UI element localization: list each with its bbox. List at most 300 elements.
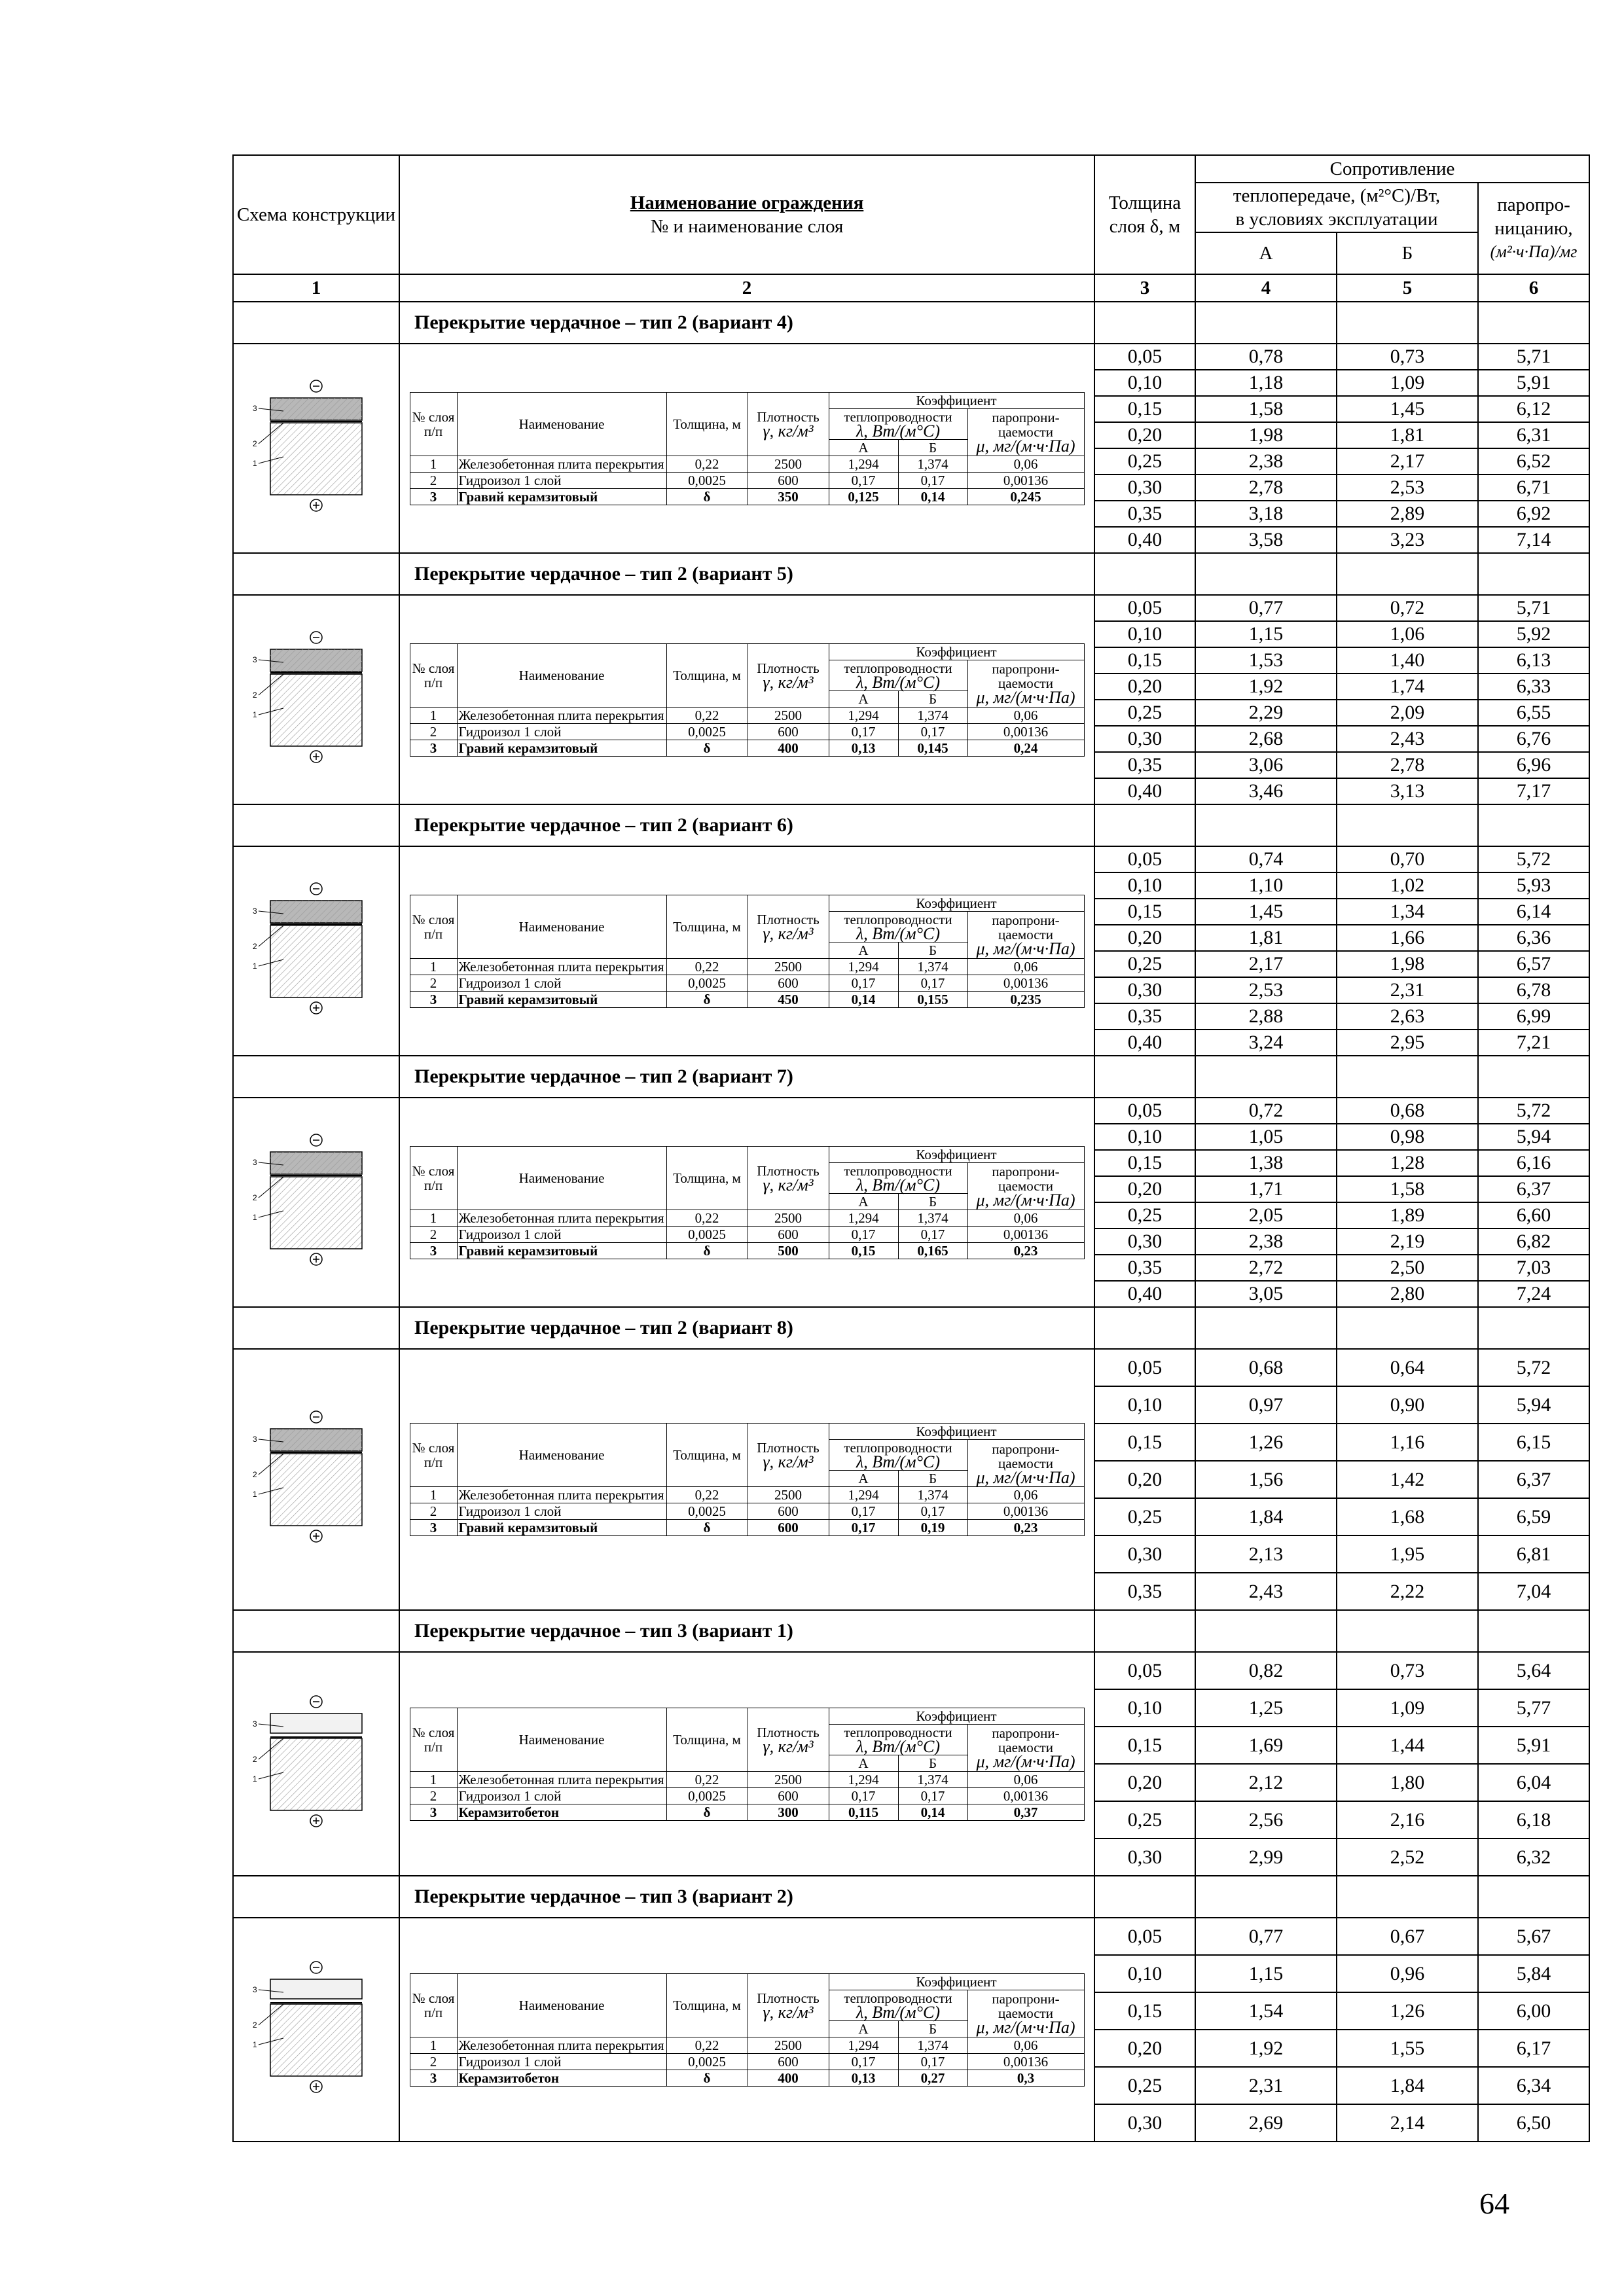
vapor-value: 6,14 [1478, 899, 1589, 925]
heat-value: 2,43 [1337, 726, 1478, 752]
lambda-a-header: А [829, 942, 898, 958]
layer-cell: 0,23 [967, 1520, 1084, 1536]
heat-value: 2,31 [1195, 2067, 1337, 2104]
thickness-value: 0,15 [1094, 647, 1195, 673]
layer-name-header: Наименование [457, 1708, 666, 1771]
layer-row [410, 1487, 1084, 1503]
layer-row [410, 2070, 1084, 2086]
construction-schema-drawing [251, 372, 382, 522]
layer-cell: 0,06 [967, 456, 1084, 472]
thickness-value: 0,20 [1094, 1764, 1195, 1801]
heat-value: 3,06 [1195, 752, 1337, 778]
vapor-value: 7,21 [1478, 1030, 1589, 1056]
layer-row [410, 1226, 1084, 1242]
heat-value: 0,73 [1337, 344, 1478, 370]
vapor-value: 6,71 [1478, 475, 1589, 501]
layer-cell: 2 [410, 1787, 457, 1804]
thickness-value: 0,05 [1094, 846, 1195, 872]
layer-cell: 600 [748, 1520, 829, 1536]
layer-cell: Железобетонная плита перекрытия [457, 456, 666, 472]
thickness-value: 0,05 [1094, 344, 1195, 370]
layer-name-header: Наименование [457, 643, 666, 707]
vapor-value: 5,67 [1478, 1918, 1589, 1955]
layer-no-header: № слоя п/п [410, 895, 457, 958]
layer-row [410, 958, 1084, 975]
layer-cell: 0,0025 [666, 723, 748, 740]
layer-cell: 1 [410, 456, 457, 472]
heat-value: 0,74 [1195, 846, 1337, 872]
layer-cell: Железобетонная плита перекрытия [457, 707, 666, 723]
empty-cell [1094, 1307, 1195, 1349]
layer-cell: 3 [410, 1520, 457, 1536]
document-page [232, 154, 1589, 2142]
layer-cell: 0,22 [666, 958, 748, 975]
layer-density-header [748, 1424, 829, 1487]
layer-thick-header: Толщина, м [666, 895, 748, 958]
mu-label: паропрони-цаемости [992, 661, 1060, 691]
svg-text:3: 3 [253, 1984, 257, 1994]
layer-cell: 0,22 [666, 1771, 748, 1787]
lambda-a-header: А [829, 1755, 898, 1771]
layer-cell: 0,115 [829, 1804, 898, 1820]
svg-text:1: 1 [253, 458, 257, 468]
layer-name-header: Наименование [457, 1424, 666, 1487]
mu-label: паропрони-цаемости [992, 1164, 1060, 1194]
layer-cell: 0,00136 [967, 2053, 1084, 2070]
heat-value: 0,77 [1195, 595, 1337, 621]
layer-cell: 1,374 [898, 2037, 967, 2053]
layer-row [410, 1210, 1084, 1226]
vapor-value: 5,72 [1478, 1349, 1589, 1386]
mu-header [967, 1724, 1084, 1771]
lambda-unit: λ, Вт/(м°С) [856, 672, 941, 692]
heat-value: 0,98 [1337, 1124, 1478, 1150]
value-row [233, 1349, 1589, 1386]
density-unit: γ, кг/м³ [763, 1175, 814, 1194]
layer-cell: 0,17 [829, 1226, 898, 1242]
layer-cell: 0,17 [829, 1787, 898, 1804]
vapor-value: 5,94 [1478, 1124, 1589, 1150]
svg-text:1: 1 [253, 2039, 257, 2049]
heat-value: 2,19 [1337, 1229, 1478, 1255]
empty-cell [1195, 1876, 1337, 1918]
vapor-value: 6,55 [1478, 700, 1589, 726]
heat-value: 1,06 [1337, 621, 1478, 647]
layer-cell: 0,37 [967, 1804, 1084, 1820]
schema-empty-cell [233, 1610, 399, 1652]
vapor-value: 6,60 [1478, 1202, 1589, 1229]
lambda-label: теплопроводности [844, 1724, 952, 1740]
layer-cell: 1 [410, 1487, 457, 1503]
layer-thick-header: Толщина, м [666, 1973, 748, 2037]
layer-cell: 3 [410, 2070, 457, 2086]
svg-text:2: 2 [253, 1193, 257, 1202]
density-unit: γ, кг/м³ [763, 1452, 814, 1471]
layer-name-header: Наименование [457, 392, 666, 456]
lambda-b-header: Б [898, 691, 967, 707]
layer-cell: Гравий керамзитовый [457, 1242, 666, 1259]
svg-text:1: 1 [253, 1490, 257, 1499]
vapor-value: 6,82 [1478, 1229, 1589, 1255]
layer-cell: 0,0025 [666, 975, 748, 991]
construction-schema-drawing [251, 874, 382, 1025]
empty-cell [1094, 804, 1195, 846]
thickness-value: 0,15 [1094, 1992, 1195, 2030]
layer-cell: δ [666, 488, 748, 505]
heat-value: 1,81 [1195, 925, 1337, 951]
coef-header: Коэффициент [829, 895, 1084, 911]
vapor-value: 5,84 [1478, 1955, 1589, 1992]
layer-cell: 1,294 [829, 1210, 898, 1226]
lambda-header [829, 911, 967, 942]
empty-cell [1094, 302, 1195, 344]
layer-row [410, 1520, 1084, 1536]
layer-cell: 0,13 [829, 740, 898, 756]
heat-value: 1,56 [1195, 1461, 1337, 1498]
heat-value: 1,25 [1195, 1689, 1337, 1727]
heat-value: 2,29 [1195, 700, 1337, 726]
schema-cell [233, 344, 399, 553]
layer-cell: 2 [410, 1503, 457, 1520]
layer-cell: 1,374 [898, 1487, 967, 1503]
vapor-value: 6,17 [1478, 2030, 1589, 2067]
header-thickness: Толщина слоя δ, м [1094, 155, 1195, 274]
layer-density-header [748, 1146, 829, 1210]
heat-value: 1,53 [1195, 647, 1337, 673]
coef-header: Коэффициент [829, 1424, 1084, 1440]
svg-text:1: 1 [253, 961, 257, 971]
vapor-value: 6,36 [1478, 925, 1589, 951]
vapor-value: 6,76 [1478, 726, 1589, 752]
layer-cell: 350 [748, 488, 829, 505]
vapor-value: 6,37 [1478, 1176, 1589, 1202]
vapor-value: 5,64 [1478, 1652, 1589, 1689]
layer-cell: 3 [410, 1242, 457, 1259]
layer-cell: Гравий керамзитовый [457, 991, 666, 1007]
layer-cell: 300 [748, 1804, 829, 1820]
header-name [399, 155, 1094, 274]
thickness-value: 0,10 [1094, 1386, 1195, 1424]
heat-value: 2,53 [1195, 977, 1337, 1003]
layer-cell: Гидроизол 1 слой [457, 975, 666, 991]
lambda-header [829, 1724, 967, 1755]
layer-cell: 0,125 [829, 488, 898, 505]
heat-value: 1,80 [1337, 1764, 1478, 1801]
layers-cell [399, 1918, 1094, 2142]
heat-value: 1,55 [1337, 2030, 1478, 2067]
column-number-row [233, 274, 1589, 302]
layer-cell: 2 [410, 975, 457, 991]
layer-cell: 0,22 [666, 2037, 748, 2053]
lambda-b-header: Б [898, 439, 967, 456]
layer-cell: 0,14 [829, 991, 898, 1007]
density-unit: γ, кг/м³ [763, 1736, 814, 1756]
layer-cell: 1 [410, 1210, 457, 1226]
layer-cell: 2500 [748, 1487, 829, 1503]
lambda-header [829, 1990, 967, 2020]
vapor-value: 6,57 [1478, 951, 1589, 977]
layer-name-header: Наименование [457, 1146, 666, 1210]
lambda-unit: λ, Вт/(м°С) [856, 1452, 941, 1471]
heat-value: 1,71 [1195, 1176, 1337, 1202]
empty-cell [1195, 1610, 1337, 1652]
header-heat [1195, 183, 1478, 232]
layer-density-header [748, 1973, 829, 2037]
layer-cell: 0,06 [967, 1210, 1084, 1226]
layer-thick-header: Толщина, м [666, 1708, 748, 1771]
empty-cell [1337, 1876, 1478, 1918]
layer-cell: 0,165 [898, 1242, 967, 1259]
mu-unit: μ, мг/(м·ч·Па) [976, 1191, 1075, 1210]
thickness-value: 0,15 [1094, 1727, 1195, 1764]
lambda-header [829, 408, 967, 439]
thickness-value: 0,25 [1094, 700, 1195, 726]
vapor-value: 6,04 [1478, 1764, 1589, 1801]
heat-value: 2,53 [1337, 475, 1478, 501]
density-label: Плотность [757, 1440, 820, 1456]
empty-cell [1195, 804, 1337, 846]
section-title: Перекрытие чердачное – тип 2 (вариант 8) [399, 1307, 1094, 1349]
thickness-value: 0,05 [1094, 1652, 1195, 1689]
heat-value: 1,09 [1337, 370, 1478, 396]
layer-cell: 400 [748, 740, 829, 756]
heat-value: 0,68 [1337, 1098, 1478, 1124]
layer-cell: 1,294 [829, 1487, 898, 1503]
lambda-label: теплопроводности [844, 1440, 952, 1456]
mu-label: паропрони-цаемости [992, 1725, 1060, 1755]
layer-no-header: № слоя п/п [410, 392, 457, 456]
layer-cell: 0,14 [898, 488, 967, 505]
layer-cell: 0,17 [829, 975, 898, 991]
svg-text:2: 2 [253, 1754, 257, 1764]
layer-cell: 0,17 [898, 472, 967, 488]
lambda-a-header: А [829, 1193, 898, 1210]
layer-cell: 3 [410, 488, 457, 505]
layer-cell: 0,3 [967, 2070, 1084, 2086]
layer-cell: 2 [410, 1226, 457, 1242]
layer-cell: 1,374 [898, 1210, 967, 1226]
thickness-value: 0,35 [1094, 1255, 1195, 1281]
layer-cell: 2 [410, 723, 457, 740]
value-row [233, 1652, 1589, 1689]
layer-cell: Гравий керамзитовый [457, 740, 666, 756]
schema-empty-cell [233, 804, 399, 846]
layers-table [410, 392, 1085, 505]
layer-cell: Гидроизол 1 слой [457, 1226, 666, 1242]
schema-cell [233, 1652, 399, 1876]
thickness-value: 0,40 [1094, 527, 1195, 553]
schema-empty-cell [233, 302, 399, 344]
heat-value: 1,98 [1195, 422, 1337, 448]
svg-text:2: 2 [253, 690, 257, 700]
layer-cell: δ [666, 1520, 748, 1536]
layer-thick-header: Толщина, м [666, 1146, 748, 1210]
mu-header [967, 1990, 1084, 2037]
layer-cell: 1 [410, 958, 457, 975]
column-number: 2 [399, 274, 1094, 302]
layer-cell: 0,17 [829, 723, 898, 740]
density-unit: γ, кг/м³ [763, 421, 814, 440]
thickness-value: 0,20 [1094, 1176, 1195, 1202]
heat-value: 2,31 [1337, 977, 1478, 1003]
vapor-value: 6,92 [1478, 501, 1589, 527]
layer-cell: Керамзитобетон [457, 1804, 666, 1820]
thickness-value: 0,35 [1094, 501, 1195, 527]
svg-text:3: 3 [253, 403, 257, 413]
density-unit: γ, кг/м³ [763, 672, 814, 692]
heat-value: 2,78 [1195, 475, 1337, 501]
svg-text:2: 2 [253, 1470, 257, 1479]
layers-table [410, 1423, 1085, 1536]
schema-cell [233, 1349, 399, 1610]
heat-value: 1,10 [1195, 872, 1337, 899]
layer-density-header [748, 643, 829, 707]
layer-cell: 0,00136 [967, 723, 1084, 740]
empty-cell [1478, 553, 1589, 595]
vapor-value: 5,91 [1478, 1727, 1589, 1764]
layer-cell: Гидроизол 1 слой [457, 2053, 666, 2070]
layer-cell: 0,17 [898, 1787, 967, 1804]
layer-cell: 2500 [748, 456, 829, 472]
thickness-value: 0,35 [1094, 1573, 1195, 1610]
svg-text:3: 3 [253, 1719, 257, 1729]
layer-cell: 2500 [748, 2037, 829, 2053]
layer-row [410, 1804, 1084, 1820]
layer-cell: 0,19 [898, 1520, 967, 1536]
empty-cell [1337, 1056, 1478, 1098]
density-label: Плотность [757, 911, 820, 927]
layer-cell: 2500 [748, 958, 829, 975]
coef-header: Коэффициент [829, 1973, 1084, 1990]
layer-cell: 0,0025 [666, 472, 748, 488]
heat-value: 1,28 [1337, 1150, 1478, 1176]
layer-cell: Гидроизол 1 слой [457, 1787, 666, 1804]
layer-cell: 450 [748, 991, 829, 1007]
layer-cell: 400 [748, 2070, 829, 2086]
empty-cell [1337, 302, 1478, 344]
mu-label: паропрони-цаемости [992, 1991, 1060, 2021]
svg-text:2: 2 [253, 2020, 257, 2030]
vapor-value: 6,12 [1478, 396, 1589, 422]
coef-header: Коэффициент [829, 1708, 1084, 1724]
mu-label: паропрони-цаемости [992, 912, 1060, 942]
heat-value: 2,50 [1337, 1255, 1478, 1281]
layer-cell: 1,374 [898, 958, 967, 975]
section-title-row [233, 553, 1589, 595]
layer-no-header: № слоя п/п [410, 1973, 457, 2037]
thickness-value: 0,25 [1094, 1801, 1195, 1839]
empty-cell [1337, 553, 1478, 595]
heat-value: 0,82 [1195, 1652, 1337, 1689]
vapor-value: 6,78 [1478, 977, 1589, 1003]
vapor-value: 6,96 [1478, 752, 1589, 778]
layer-cell: 2500 [748, 1771, 829, 1787]
lambda-label: теплопроводности [844, 1990, 952, 2006]
heat-value: 1,45 [1195, 899, 1337, 925]
lambda-label: теплопроводности [844, 408, 952, 425]
coef-header: Коэффициент [829, 392, 1084, 408]
layer-cell: 0,06 [967, 2037, 1084, 2053]
vapor-value: 6,33 [1478, 673, 1589, 700]
heat-value: 2,16 [1337, 1801, 1478, 1839]
heat-value: 0,68 [1195, 1349, 1337, 1386]
layer-cell: 1,294 [829, 707, 898, 723]
layer-row [410, 975, 1084, 991]
heat-value: 2,43 [1195, 1573, 1337, 1610]
thickness-value: 0,10 [1094, 1955, 1195, 1992]
layer-cell: 0,17 [898, 975, 967, 991]
svg-text:3: 3 [253, 1157, 257, 1167]
layers-cell [399, 1652, 1094, 1876]
empty-cell [1337, 804, 1478, 846]
schema-empty-cell [233, 1056, 399, 1098]
density-label: Плотность [757, 1162, 820, 1179]
thickness-value: 0,40 [1094, 778, 1195, 804]
thickness-value: 0,15 [1094, 396, 1195, 422]
layer-cell: 2 [410, 472, 457, 488]
section-title-row [233, 1876, 1589, 1918]
header-resistance: Сопротивление [1195, 155, 1589, 183]
vapor-value: 5,72 [1478, 1098, 1589, 1124]
layer-cell: 0,00136 [967, 472, 1084, 488]
thickness-value: 0,30 [1094, 475, 1195, 501]
heat-value: 3,05 [1195, 1281, 1337, 1307]
layers-table [410, 643, 1085, 757]
heat-value: 1,81 [1337, 422, 1478, 448]
mu-unit: μ, мг/(м·ч·Па) [976, 1752, 1075, 1771]
layer-cell: 0,22 [666, 707, 748, 723]
heat-value: 1,45 [1337, 396, 1478, 422]
vapor-value: 7,03 [1478, 1255, 1589, 1281]
layer-cell: 600 [748, 472, 829, 488]
section-title: Перекрытие чердачное – тип 2 (вариант 5) [399, 553, 1094, 595]
header-name-sub: № и наименование слоя [650, 216, 844, 237]
thickness-value: 0,20 [1094, 422, 1195, 448]
schema-empty-cell [233, 1876, 399, 1918]
layer-cell: Железобетонная плита перекрытия [457, 2037, 666, 2053]
layer-row [410, 707, 1084, 723]
layer-cell: 0,0025 [666, 1503, 748, 1520]
layers-cell [399, 344, 1094, 553]
thickness-value: 0,20 [1094, 673, 1195, 700]
header-vapor [1478, 183, 1589, 274]
vapor-value: 6,15 [1478, 1424, 1589, 1461]
vapor-value: 6,59 [1478, 1498, 1589, 1535]
layer-cell: 0,17 [898, 2053, 967, 2070]
empty-cell [1195, 553, 1337, 595]
layer-cell: 0,15 [829, 1242, 898, 1259]
layer-cell: 0,24 [967, 740, 1084, 756]
layer-row [410, 1503, 1084, 1520]
empty-cell [1478, 1307, 1589, 1349]
layer-cell: 1 [410, 1771, 457, 1787]
heat-value: 0,97 [1195, 1386, 1337, 1424]
lambda-a-header: А [829, 1471, 898, 1487]
mu-label: паропрони-цаемости [992, 1441, 1060, 1471]
svg-text:2: 2 [253, 439, 257, 448]
layer-cell: 0,00136 [967, 1226, 1084, 1242]
layer-cell: 0,17 [829, 1520, 898, 1536]
layers-table [410, 1708, 1085, 1821]
layer-thick-header: Толщина, м [666, 643, 748, 707]
heat-value: 3,46 [1195, 778, 1337, 804]
value-row [233, 344, 1589, 370]
layer-cell: 0,06 [967, 707, 1084, 723]
layer-row [410, 1787, 1084, 1804]
lambda-b-header: Б [898, 1471, 967, 1487]
mu-label: паропрони-цаемости [992, 410, 1060, 440]
layer-cell: 2500 [748, 1210, 829, 1226]
